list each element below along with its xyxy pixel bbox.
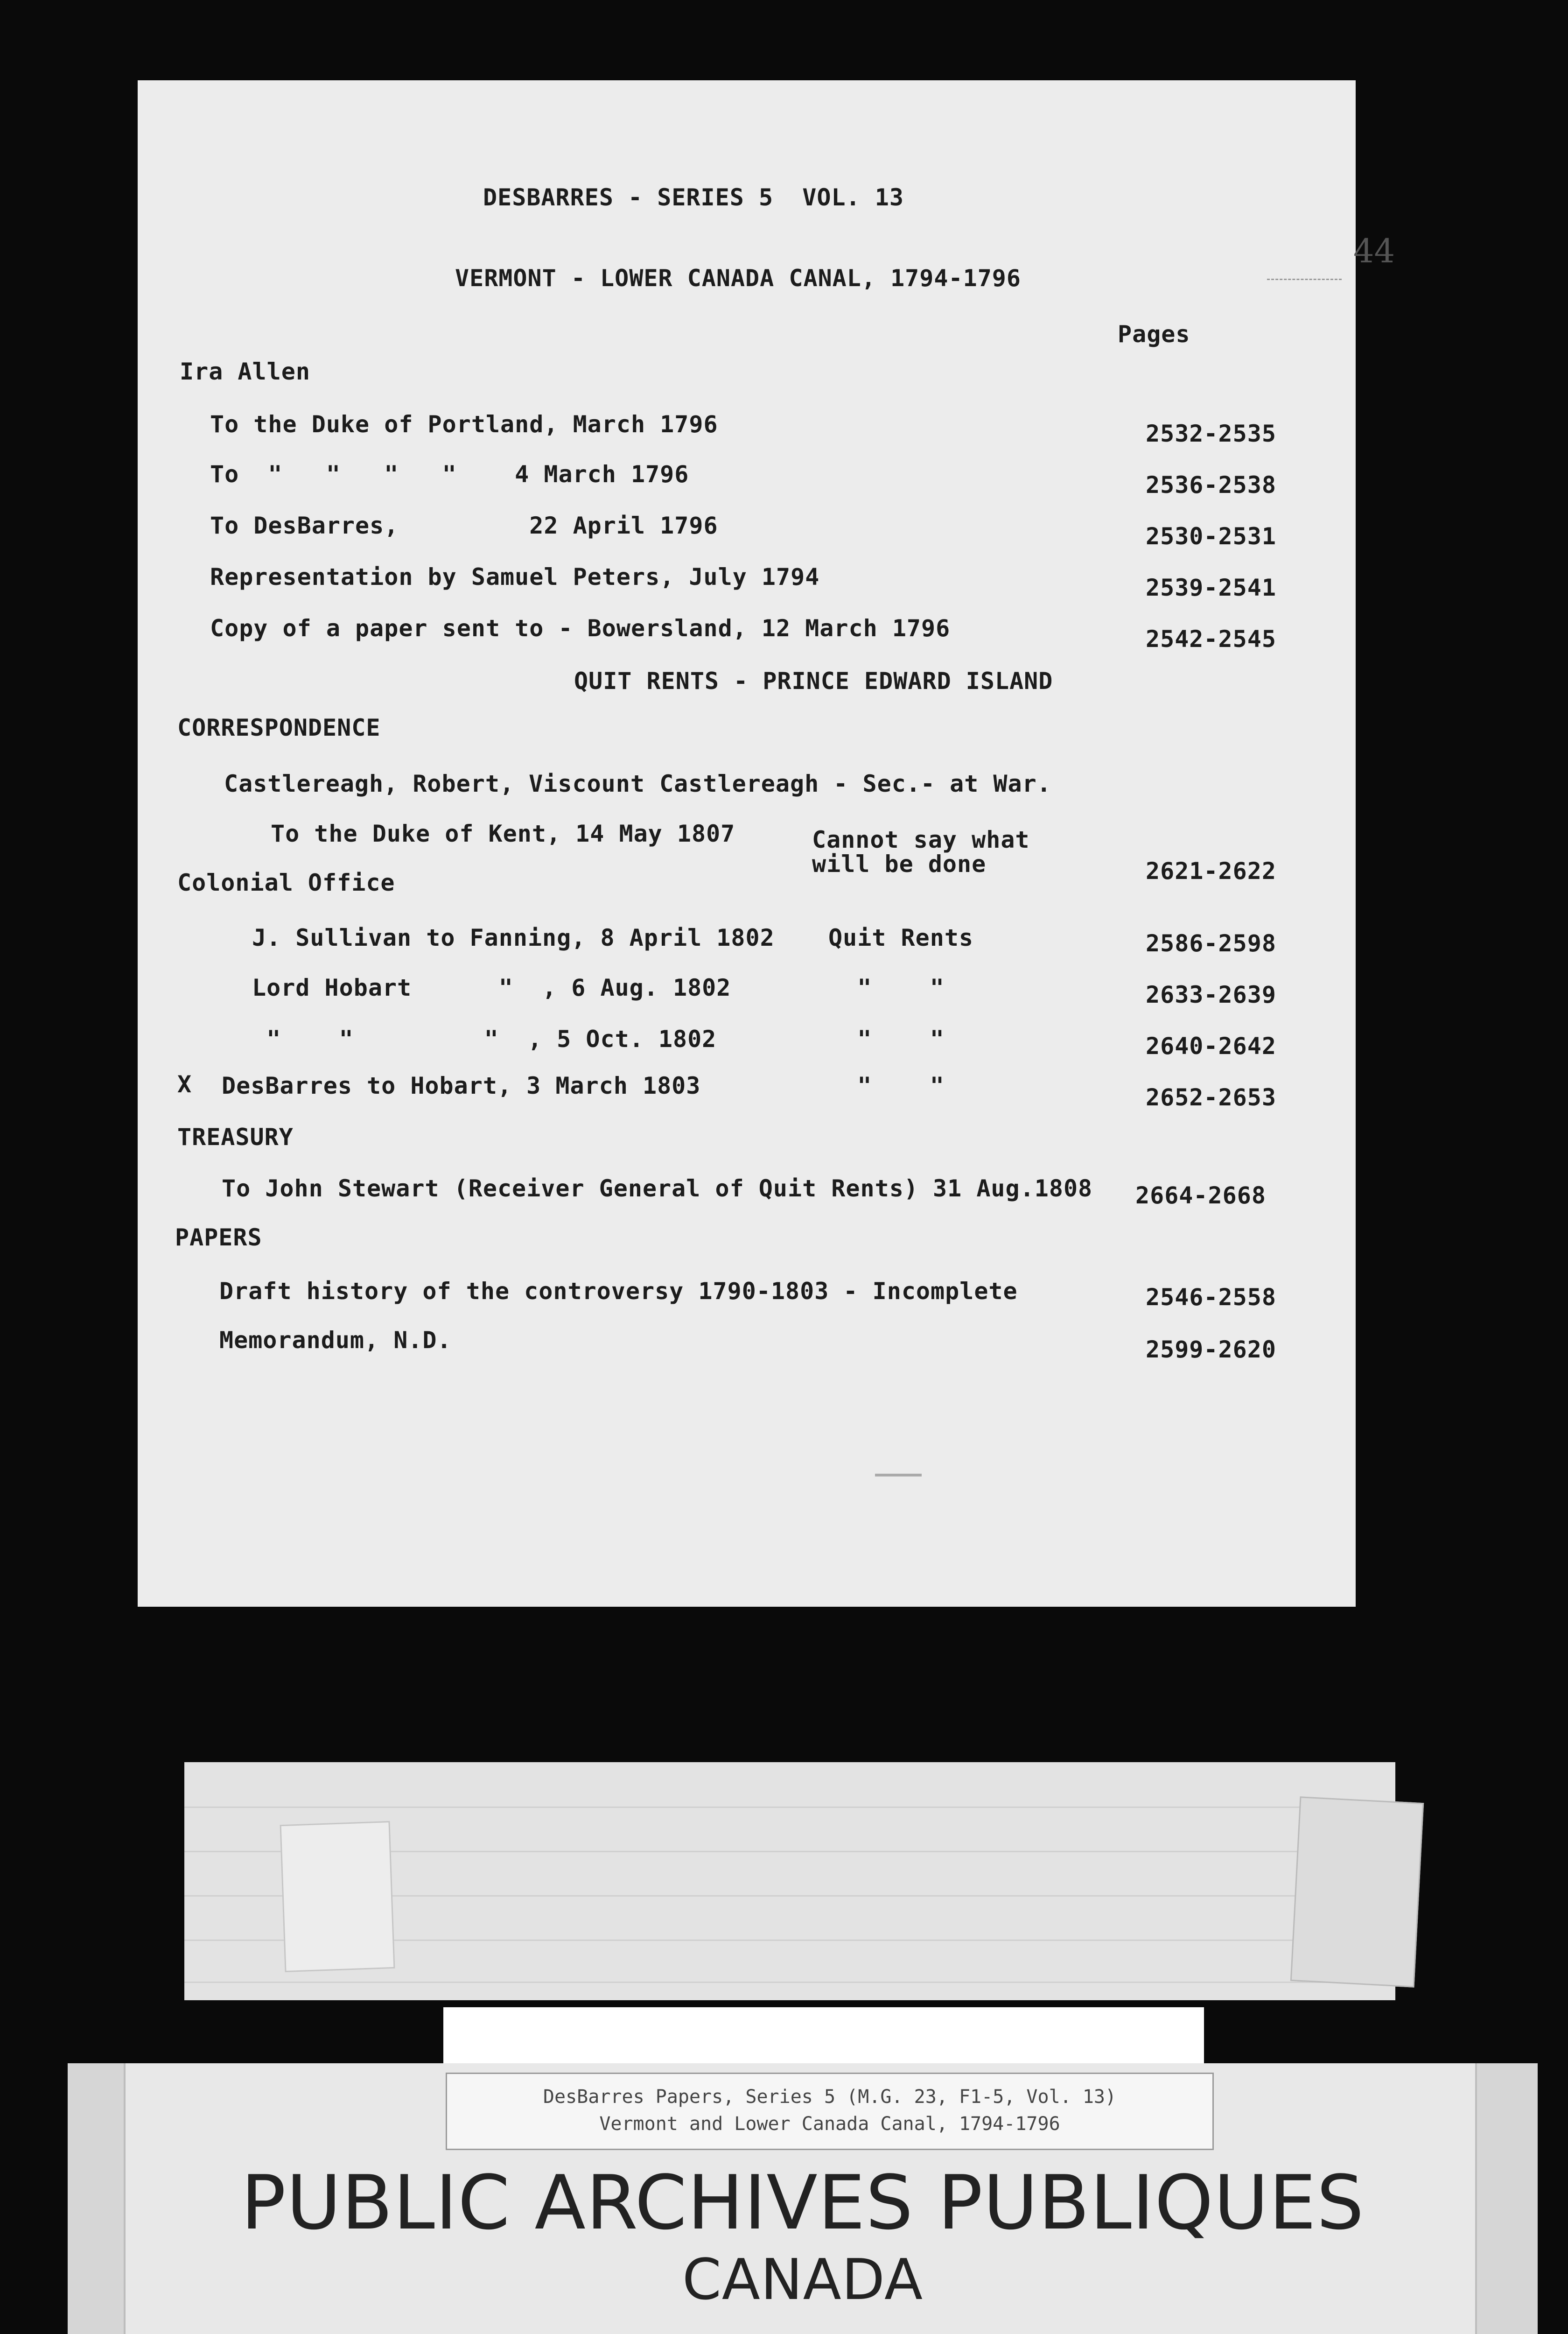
- entry-pages: 2633-2639: [1146, 981, 1276, 1008]
- entry-note: " ": [828, 1072, 945, 1099]
- entry-text: To the Duke of Kent, 14 May 1807: [271, 820, 735, 847]
- archives-title: PUBLIC ARCHIVES PUBLIQUES: [241, 2159, 1365, 2246]
- index-card: [184, 1762, 1395, 2000]
- section-colonial-office: Colonial Office: [177, 869, 395, 896]
- entry-note: will be done: [812, 851, 987, 878]
- entry-text: Lord Hobart " , 6 Aug. 1802: [252, 974, 731, 1001]
- entry-pages: 2546-2558: [1146, 1284, 1276, 1311]
- entry-pages: 2664-2668: [1135, 1182, 1266, 1209]
- pages-column-label: Pages: [1118, 321, 1190, 348]
- end-mark: [875, 1474, 922, 1476]
- entry-pages: 2599-2620: [1146, 1336, 1276, 1363]
- tape-piece: [1290, 1796, 1424, 1987]
- document-page: [138, 80, 1395, 1607]
- entry-note: " ": [828, 1026, 945, 1053]
- reel-label-line: Vermont and Lower Canada Canal, 1794-1796: [599, 2113, 1060, 2135]
- card-rule: [184, 1807, 1395, 1808]
- x-mark: X: [177, 1071, 192, 1098]
- entry-note: Quit Rents: [828, 924, 974, 951]
- entry-text: To DesBarres, 22 April 1796: [210, 512, 718, 539]
- section-quit-rents: QUIT RENTS - PRINCE EDWARD ISLAND: [574, 668, 1053, 695]
- tape-piece: [280, 1821, 395, 1972]
- entry-note: Cannot say what: [812, 826, 1030, 853]
- section-papers: PAPERS: [175, 1224, 262, 1251]
- entry-pages: 2621-2622: [1146, 858, 1276, 885]
- entry-text: Representation by Samuel Peters, July 1794: [210, 563, 820, 591]
- entry-pages: 2530-2531: [1146, 523, 1276, 550]
- entry-pages: 2586-2598: [1146, 930, 1276, 957]
- section-ira-allen: Ira Allen: [180, 358, 310, 385]
- entry-pages: 2640-2642: [1146, 1033, 1276, 1060]
- divider: [1267, 279, 1342, 280]
- archives-country: CANADA: [682, 2248, 924, 2313]
- entry-text: " " " , 5 Oct. 1802: [252, 1026, 717, 1053]
- reel-label: [446, 2073, 1214, 2150]
- entry-pages: 2539-2541: [1146, 574, 1276, 601]
- document-heading: DESBARRES - SERIES 5 VOL. 13: [483, 184, 904, 211]
- reel-label-line: DesBarres Papers, Series 5 (M.G. 23, F1-5, Vol. 13): [543, 2086, 1117, 2108]
- entry-text: Draft history of the controversy 1790-1803 - Incomplete: [219, 1278, 1018, 1305]
- card-rule: [184, 1982, 1395, 1983]
- entry-note: " ": [828, 974, 945, 1001]
- entry-text: To John Stewart (Receiver General of Quit Rents) 31 Aug.1808: [222, 1175, 1093, 1202]
- entry-text: Memorandum, N.D.: [219, 1327, 452, 1354]
- document-subheading: VERMONT - LOWER CANADA CANAL, 1794-1796: [455, 265, 1021, 292]
- entry-text: Copy of a paper sent to - Bowersland, 12 March 1796: [210, 615, 951, 642]
- entry-text: To " " " " 4 March 1796: [210, 461, 689, 488]
- archives-banner: [68, 2063, 1538, 2334]
- entry-text: To the Duke of Portland, March 1796: [210, 411, 718, 438]
- entry-pages: 2532-2535: [1146, 420, 1276, 447]
- page-number: 44: [1353, 232, 1395, 270]
- entry-pages: 2542-2545: [1146, 626, 1276, 653]
- section-correspondence: CORRESPONDENCE: [177, 714, 381, 741]
- entry-text: J. Sullivan to Fanning, 8 April 1802: [252, 924, 775, 951]
- entry-pages: 2652-2653: [1146, 1084, 1276, 1111]
- section-treasury: TREASURY: [177, 1124, 294, 1151]
- entry-text: DesBarres to Hobart, 3 March 1803: [222, 1072, 701, 1099]
- entry-text: Castlereagh, Robert, Viscount Castlereagh - Sec.- at War.: [224, 770, 1051, 797]
- entry-pages: 2536-2538: [1146, 471, 1276, 499]
